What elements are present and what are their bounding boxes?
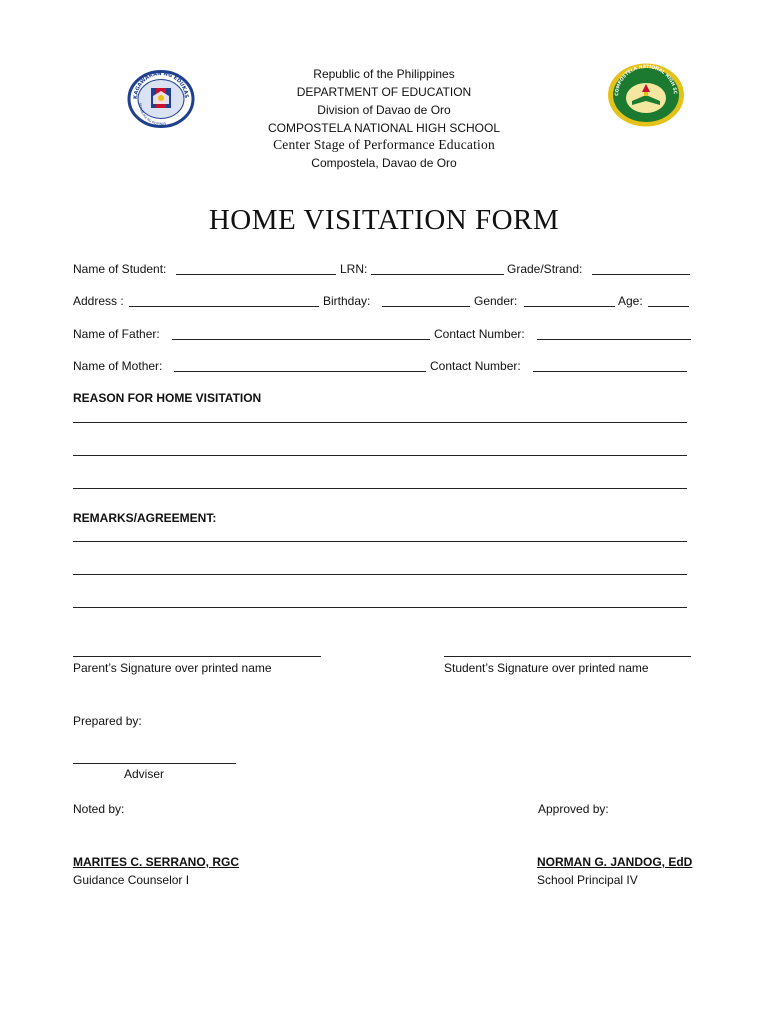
gender-line[interactable]: [524, 306, 615, 307]
father-name-label: Name of Father:: [73, 327, 160, 341]
counselor-title: Guidance Counselor I: [73, 873, 190, 887]
adviser-signature-line[interactable]: [73, 763, 236, 764]
reason-heading: REASON FOR HOME VISITATION: [73, 391, 262, 405]
student-name-label: Name of Student:: [73, 262, 167, 276]
remarks-heading: REMARKS/AGREEMENT:: [73, 511, 217, 525]
deped-seal-text-top: KAGAWARAN NG EDUKAS: [132, 70, 190, 100]
birthday-line[interactable]: [382, 306, 470, 307]
lrn-label: LRN:: [340, 262, 368, 276]
reason-line-2[interactable]: [73, 455, 687, 456]
header-department: DEPARTMENT OF EDUCATION: [296, 85, 472, 99]
mother-contact-line[interactable]: [533, 371, 687, 372]
lrn-line[interactable]: [371, 274, 504, 275]
mother-contact-label: Contact Number:: [430, 359, 521, 373]
student-signature-line[interactable]: [444, 656, 691, 657]
remarks-line-2[interactable]: [73, 574, 687, 575]
grade-strand-label: Grade/Strand:: [507, 262, 583, 276]
principal-title: School Principal IV: [537, 873, 638, 887]
remarks-line-1[interactable]: [73, 541, 687, 542]
address-line[interactable]: [129, 306, 319, 307]
father-contact-label: Contact Number:: [434, 327, 525, 341]
school-seal-text: COMPOSTELA NATIONAL HIGH SC: [614, 64, 677, 97]
age-line[interactable]: [648, 306, 689, 307]
header-republic: Republic of the Philippines: [313, 67, 455, 81]
prepared-by-label: Prepared by:: [73, 714, 142, 728]
remarks-line-3[interactable]: [73, 607, 687, 608]
counselor-name: MARITES C. SERRANO, RGC: [73, 855, 240, 869]
grade-strand-line[interactable]: [592, 274, 690, 275]
approved-by-label: Approved by:: [538, 802, 609, 816]
reason-line-3[interactable]: [73, 488, 687, 489]
form-title: HOME VISITATION FORM: [208, 204, 560, 236]
reason-line-1[interactable]: [73, 422, 687, 423]
gender-label: Gender:: [474, 294, 518, 308]
age-label: Age:: [618, 294, 643, 308]
deped-seal-text-bottom: REPUBLIKA NG PILIPINAS: [137, 102, 167, 127]
student-name-line[interactable]: [176, 274, 336, 275]
header-school-name: COMPOSTELA NATIONAL HIGH SCHOOL: [267, 121, 501, 135]
header-division: Division of Davao de Oro: [317, 103, 451, 117]
mother-name-label: Name of Mother:: [73, 359, 163, 373]
father-name-line[interactable]: [172, 339, 430, 340]
mother-name-line[interactable]: [174, 371, 426, 372]
adviser-caption: Adviser: [124, 767, 165, 781]
birthday-label: Birthday:: [323, 294, 371, 308]
address-label: Address :: [73, 294, 124, 308]
principal-name: NORMAN G. JANDOG, EdD: [537, 855, 693, 869]
student-signature-caption: Student’s Signature over printed name: [444, 661, 649, 675]
parent-signature-line[interactable]: [73, 656, 321, 657]
father-contact-line[interactable]: [537, 339, 691, 340]
parent-signature-caption: Parent’s Signature over printed name: [73, 661, 272, 675]
noted-by-label: Noted by:: [73, 802, 125, 816]
header-address: Compostela, Davao de Oro: [311, 156, 457, 170]
header-motto: Center Stage of Performance Education: [273, 137, 495, 152]
